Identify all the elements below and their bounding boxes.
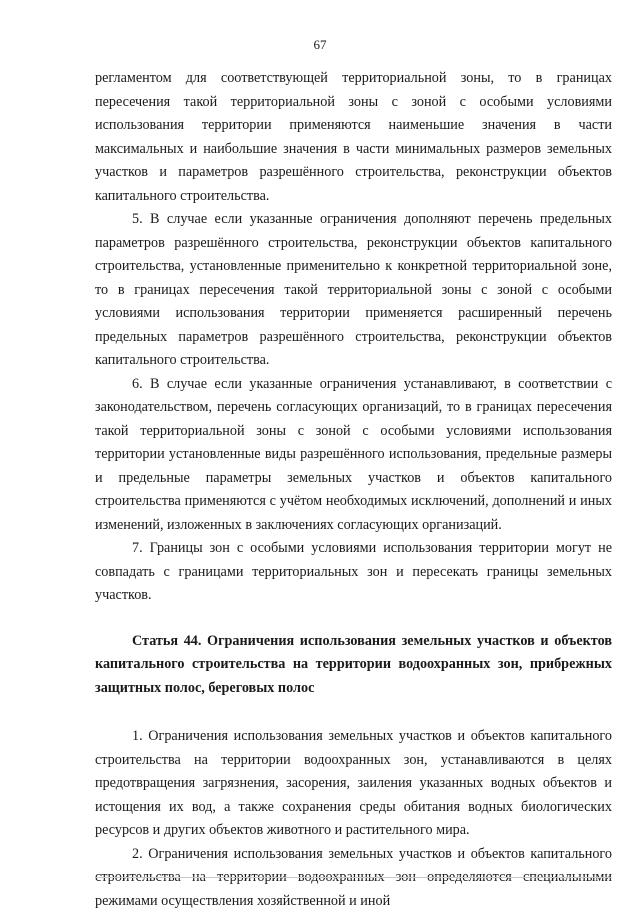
paragraph-6: 6. В случае если указанные ограничения устанавливают, в соответствии с законодательством, перечень согласующих организаций, то в границах пересечения такой территориальной зоны с зоной с особыми условиями использования территории установленные виды разрешённого использования, предельные размеры и предельные параметры земельных участков и объектов капитального строительства применяются с учётом необходимых исключений, дополнений и иных изменений, изложенных в заключениях согласующих организаций. — [95, 373, 612, 538]
paragraph-continuation: регламентом для соответствующей территориальной зоны, то в границах пересечения такой территориальной зоны с зоной с особыми условиями использования территории применяются наименьшие значения в части максимальных и наибольшие значения в части минимальных размеров земельных участков и параметров разрешённого строительства, реконструкции объектов капитального строительства. — [95, 67, 612, 208]
page-number: 67 — [0, 37, 640, 53]
article-title: Статья 44. Ограничения использования земельных участков и объектов капитального строительства на территории водоохранных зон, прибрежных защитных полос, береговых полос — [95, 630, 612, 701]
bottom-divider — [95, 877, 612, 878]
article-paragraph-1: 1. Ограничения использования земельных участков и объектов капитального строительства на территории водоохранных зон, устанавливаются в целях предотвращения загрязнения, засорения, заиления указанных водных объектов и истощения их вод, а также сохранения среды обитания водных биологических ресурсов и других объектов животного и растительного мира. — [95, 725, 612, 843]
paragraph-7: 7. Границы зон с особыми условиями использования территории могут не совпадать с границами территориальных зон и пересекать границы земельных участков. — [95, 537, 612, 608]
document-body — [95, 67, 612, 913]
paragraph-5: 5. В случае если указанные ограничения дополняют перечень предельных параметров разрешённого строительства, реконструкции объектов капитального строительства, установленные применительно к конкретной территориальной зоне, то в границах пересечения такой территориальной зоны с зоной с особыми условиями использования территории применяется расширенный перечень предельных параметров разрешённого строительства, реконструкции объектов капитального строительства. — [95, 208, 612, 373]
article-paragraph-2: 2. Ограничения использования земельных участков и объектов капитального строительства на территории водоохранных зон определяются специальными режимами осуществления хозяйственной и иной — [95, 843, 612, 913]
